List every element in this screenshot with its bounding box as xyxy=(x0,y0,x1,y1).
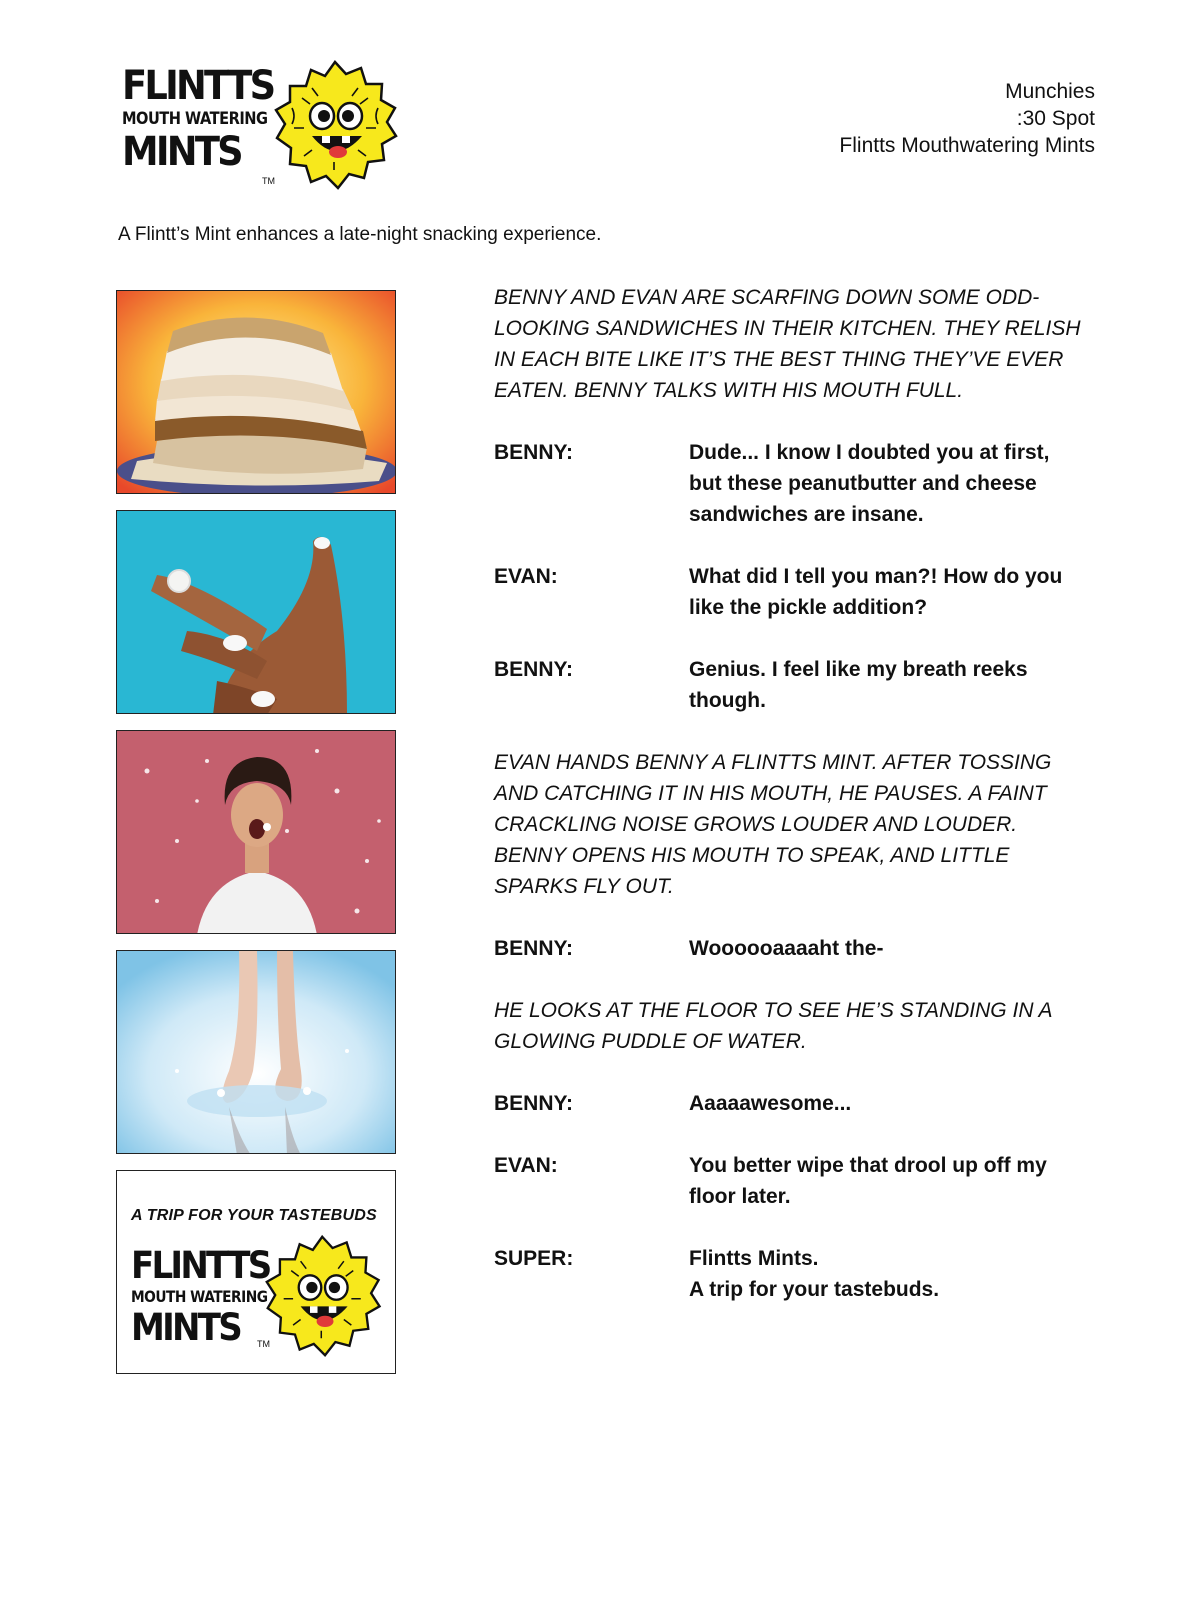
end-card-word-flintts: FLINTTS xyxy=(131,1244,270,1287)
spot-product: Flintts Mouthwatering Mints xyxy=(839,134,1095,157)
trademark-mark: TM xyxy=(262,176,275,186)
super-text-line-2: A trip for your tastebuds. xyxy=(689,1278,940,1301)
speaker-name: SUPER: xyxy=(494,1247,574,1270)
hand-with-mints-image xyxy=(117,511,396,714)
logo-word-flintts: FLINTTS xyxy=(122,63,274,109)
super-text-line-1: Flintts Mints. xyxy=(689,1247,819,1270)
speaker-name: BENNY: xyxy=(494,441,573,464)
logline: A Flintt’s Mint enhances a late-night snacking experience. xyxy=(118,224,602,245)
super-line xyxy=(494,1243,1094,1305)
spot-info xyxy=(839,78,1095,159)
spot-length: :30 Spot xyxy=(1016,107,1095,130)
dialogue-text: Aaaaawesome... xyxy=(689,1092,852,1115)
glowing-puddle-frame xyxy=(116,950,396,1154)
speaker-name: BENNY: xyxy=(494,1092,573,1115)
dialogue-line xyxy=(494,1088,1094,1119)
logo-wordmark xyxy=(122,63,274,175)
dialogue-line xyxy=(494,561,1094,623)
end-card-word-mouthwatering: MOUTH WATERING xyxy=(131,1287,268,1306)
dialogue-text: You better wipe that drool up off my floor later. xyxy=(689,1154,1047,1208)
feet-in-puddle-image xyxy=(117,951,396,1154)
dialogue-line xyxy=(494,437,1094,530)
action-description: EVAN HANDS BENNY A FLINTTS MINT. AFTER TOSSING AND CATCHING IT IN HIS MOUTH, HE PAUSES. A FAINT CRACKLING NOISE GROWS LOUDER AND LOUDER. BENNY OPENS HIS MOUTH TO SPEAK, AND LITTLE SPARKS FLY OUT. xyxy=(494,751,1052,898)
script-body xyxy=(494,282,1094,1336)
speaker-name: EVAN: xyxy=(494,1154,558,1177)
man-with-sparks-image xyxy=(117,731,396,934)
speaker-name: BENNY: xyxy=(494,658,573,681)
logo-word-mints: MINTS xyxy=(122,129,241,175)
mascot-mint-icon xyxy=(272,58,398,194)
end-card-tagline: A TRIP FOR YOUR TASTEBUDS xyxy=(131,1207,377,1224)
end-card-mascot-icon xyxy=(263,1233,381,1361)
super-text xyxy=(689,1243,1079,1305)
dialogue-text: What did I tell you man?! How do you like the pickle addition? xyxy=(689,565,1063,619)
sandwich-image xyxy=(117,291,396,494)
sandwich-frame xyxy=(116,290,396,494)
dialogue-line xyxy=(494,933,1094,964)
hand-mints-frame xyxy=(116,510,396,714)
brand-logo xyxy=(122,58,422,198)
dialogue-line xyxy=(494,654,1094,716)
spot-title: Munchies xyxy=(1005,80,1095,103)
action-description: BENNY AND EVAN ARE SCARFING DOWN SOME ODD-LOOKING SANDWICHES IN THEIR KITCHEN. THEY RELISH IN EACH BITE LIKE IT’S THE BEST THING THEY’VE EVER EATEN. BENNY TALKS WITH HIS MOUTH FULL. xyxy=(494,286,1081,402)
action-description: HE LOOKS AT THE FLOOR TO SEE HE’S STANDING IN A GLOWING PUDDLE OF WATER. xyxy=(494,999,1052,1053)
dialogue-text: Dude... I know I doubted you at first, but these peanutbutter and cheese sandwiches are insane. xyxy=(689,441,1050,526)
dialogue-line xyxy=(494,1150,1094,1212)
sparks-mouth-frame xyxy=(116,730,396,934)
speaker-name: EVAN: xyxy=(494,565,558,588)
speaker-name: BENNY: xyxy=(494,937,573,960)
end-card-trademark: TM xyxy=(257,1339,270,1349)
dialogue-text: Genius. I feel like my breath reeks though. xyxy=(689,658,1028,712)
end-card-word-mints: MINTS xyxy=(131,1306,240,1349)
logo-word-mouthwatering: MOUTH WATERING xyxy=(122,109,268,129)
end-card-frame xyxy=(116,1170,396,1374)
dialogue-text: Woooooaaaaht the- xyxy=(689,937,884,960)
